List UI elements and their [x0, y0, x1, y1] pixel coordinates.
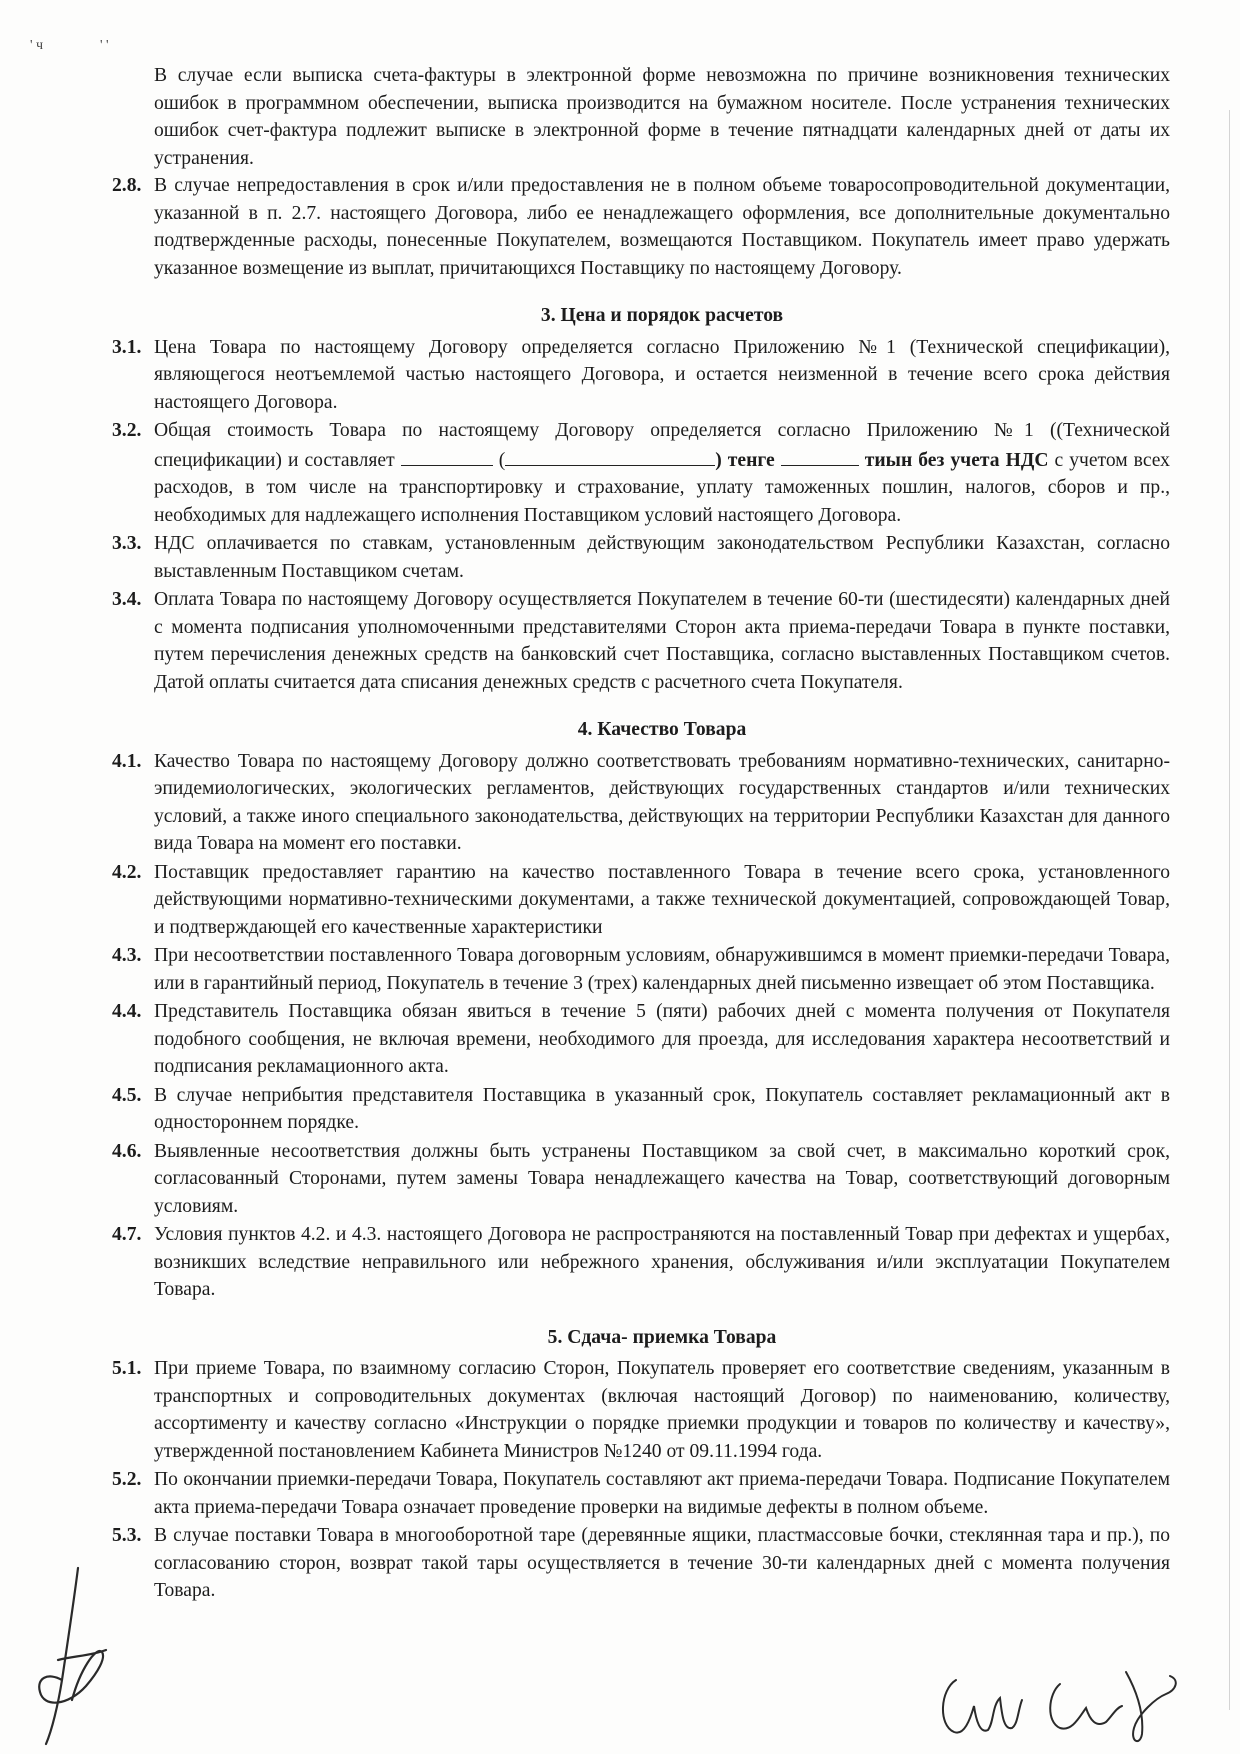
clause-text: Поставщик предоставляет гарантию на качество поставленного Товара в течение всего срока, установленного действующими нормативно-техническими документами, а также технической документацией, сопровождающей Товар, и подтверждающей его качественные характеристики	[154, 861, 1170, 938]
clause-number: 4.3.	[112, 945, 142, 966]
clause-3-3	[112, 530, 1170, 585]
clause-text: При приеме Товара, по взаимному согласию Сторон, Покупатель проверяет его соответствие сведениям, указанным в транспортных и сопроводительных документах (включая настоящий Договор) по наименованию, количеству, ассортименту и качеству согласно «Инструкции о порядке приемки продукции и товаров по количеству и качеству», утвержденной постановлением Кабинета Министров №1240 от 09.11.1994 года.	[154, 1358, 1170, 1462]
section-4-heading: 4. Качество Товара	[577, 719, 747, 740]
section-5-heading: 5. Сдача- приемка Товара	[547, 1326, 777, 1348]
clause-text: Оплата Товара по настоящему Договору осуществляется Покупателем в течение 60-ти (шестидесяти) календарных дней с момента подписания уполномоченными представителями Сторон акта приема-передачи Товара в пункте поставки, путем перечисления денежных средств на банковский счет Поставщика, согласно выставленных Поставщиком счетов. Датой оплаты считается дата списания денежных средств с расчетного счета Покупателя.	[154, 589, 1170, 693]
clause-number: 4.4.	[112, 1001, 142, 1022]
tiyn-label: тиын без учета НДС	[864, 449, 1049, 471]
clause-4-1	[112, 748, 1170, 858]
clause-4-7	[112, 1221, 1170, 1304]
clause-number: 4.5.	[112, 1084, 142, 1106]
clause-4-2	[112, 859, 1170, 942]
clause-5-3	[112, 1522, 1170, 1605]
clause-number: 4.2.	[112, 861, 142, 883]
scan-mark-left: ' ч	[30, 38, 44, 53]
tiyn-blank	[781, 445, 859, 466]
clause-number: 4.7.	[112, 1224, 142, 1245]
clause-number: 5.2.	[112, 1469, 142, 1490]
clause-5-1	[112, 1355, 1170, 1465]
clause-text: При несоответствии поставленного Товара договорным условиям, обнаружившимся в момент приемки-передачи Товара, или в гарантийный период, Покупатель в течение 3 (трех) календарных дней письменно извещает об этом Поставщика.	[154, 945, 1170, 994]
amount-words-blank	[505, 445, 715, 466]
amount-blank	[401, 445, 493, 466]
clause-number: 3.3.	[112, 533, 142, 554]
clause-number: 4.6.	[112, 1140, 142, 1162]
clause-number: 5.3.	[112, 1525, 142, 1546]
clause-4-5	[112, 1082, 1170, 1137]
clause-text: В случае неприбытия представителя Поставщика в указанный срок, Покупатель составляет рекламационный акт в одностороннем порядке.	[154, 1084, 1170, 1133]
clause-number: 3.2.	[112, 420, 142, 441]
clause-text: Качество Товара по настоящему Договору должно соответствовать требованиям нормативно-технических, санитарно-эпидемиологических, экологических регламентов, действующих государственных стандартов и/или технических условий, а также иного специального законодательства, действующих на территории Республики Казахстан для данного вида Товара на момент его поставки.	[154, 750, 1170, 854]
tenge-label: ) тенге	[715, 449, 775, 471]
clause-text-a: Общая стоимость Товара по настоящему Договору определяется согласно Приложению №1 ((Технической спецификации) и составляет	[154, 420, 1170, 471]
clause-number: 5.1.	[112, 1358, 142, 1379]
clause-3-2	[112, 417, 1170, 529]
clause-5-2	[112, 1466, 1170, 1521]
section-3-heading: 3. Цена и порядок расчетов	[540, 305, 784, 326]
clause-3-4	[112, 586, 1170, 696]
scan-edge-line	[1229, 110, 1230, 1710]
clause-3-1	[112, 334, 1170, 417]
clause-text: НДС оплачивается по ставкам, установленным действующим законодательством Республики Казахстан, согласно выставленным Поставщиком счетам.	[154, 533, 1170, 582]
bottom-signatures	[930, 1650, 1190, 1750]
clause-text: В случае поставки Товара в многооборотной таре (деревянные ящики, пластмассовые бочки, стеклянная тара и пр.), по согласованию сторон, возврат такой тары осуществляется в течение 30-ти календарных дней с момента получения Товара.	[154, 1525, 1170, 1601]
clause-2-8	[112, 172, 1170, 282]
clause-number: 3.1.	[112, 336, 142, 358]
clause-4-4	[112, 998, 1170, 1081]
clause-number: 3.4.	[112, 589, 142, 610]
paren-open: (	[498, 449, 506, 471]
clause-text: В случае непредоставления в срок и/или предоставления не в полном объеме товаросопроводительной документации, указанной в п. 2.7. настоящего Договора, либо ее ненадлежащего оформления, все дополнительные документально подтвержденные расходы, понесенные Покупателем, возмещаются Поставщиком. Покупатель имеет право удержать указанное возмещение из выплат, причитающихся Поставщику по настоящему Договору.	[154, 175, 1170, 279]
clause-number: 2.8.	[112, 175, 142, 196]
clause-text: По окончании приемки-передачи Товара, Покупатель составляют акт приема-передачи Товара. Подписание Покупателем акта приема-передачи Товара означает проведение проверки на видимые дефекты в полном объеме.	[154, 1469, 1170, 1518]
document-body	[112, 62, 1170, 1606]
left-margin-signature	[28, 1560, 118, 1750]
clause-number: 4.1.	[112, 750, 142, 772]
clause-text: Условия пунктов 4.2. и 4.3. настоящего Договора не распространяются на поставленный Товар при дефектах и ущербах, возникших вследствие неправильного или небрежного хранения, обслуживания и/или эксплуатации Покупателем Товара.	[154, 1224, 1170, 1300]
intro-paragraph: В случае если выписка счета-фактуры в электронной форме невозможна по причине возникновения технических ошибок в программном обеспечении, выписка производится на бумажном носителе. После устранения технических ошибок счет-фактура подлежит выписке в электронной форме в течение пятнадцати календарных дней от даты их устранения.	[154, 65, 1170, 169]
clause-text-b: с учетом всех расходов, в том числе на транспортировку и страхование, уплату таможенных пошлин, налогов, сборов и пр., необходимых для надлежащего исполнения Поставщиком условий настоящего Договора.	[154, 449, 1170, 526]
clause-text: Представитель Поставщика обязан явиться в течение 5 (пяти) рабочих дней с момента получения от Покупателя подобного сообщения, не включая времени, необходимого для проезда, для исследования характера несоответствий и подписания рекламационного акта.	[154, 1001, 1170, 1077]
clause-4-6	[112, 1138, 1170, 1221]
clause-text: Выявленные несоответствия должны быть устранены Поставщиком за свой счет, в максимально короткий срок, согласованный Сторонами, путем замены Товара ненадлежащего качества на Товар, соответствующий договорным условиям.	[154, 1140, 1170, 1217]
clause-text: Цена Товара по настоящему Договору определяется согласно Приложению №1 (Технической спецификации), являющегося неотъемлемой частью настоящего Договора, и остается неизменной в течение всего срока действия настоящего Договора.	[154, 336, 1170, 413]
scan-mark-right: ' '	[100, 38, 109, 53]
clause-4-3	[112, 942, 1170, 997]
